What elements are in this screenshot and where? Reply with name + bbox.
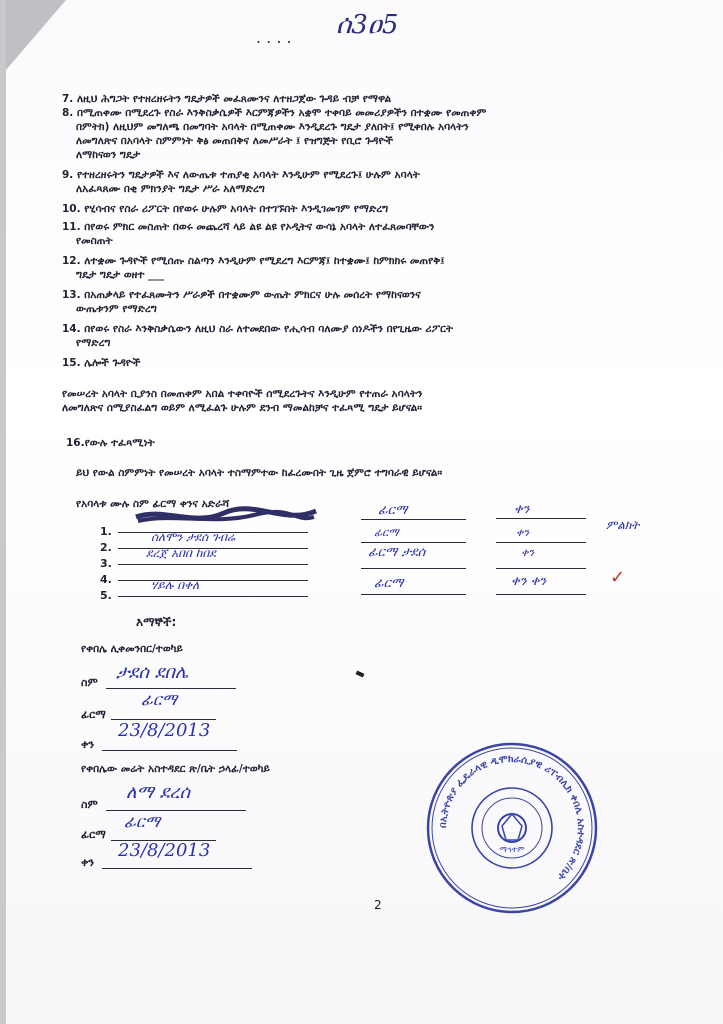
- date-line: [496, 518, 586, 519]
- approver1-date: 23/8/2013: [118, 720, 211, 741]
- item-line: 12. ለተቋሙ ጉዳዮች የሚሰጡ ስልጣን እንዲሁም የሚደረግ እርምጃ፤ ከተቋሙ፤ ከምክክሩ መጠየቅ፤: [62, 255, 445, 267]
- row-number: 2.: [100, 541, 112, 554]
- member-signature: ፊርማ: [374, 526, 399, 539]
- approver1-date-line: [102, 750, 237, 751]
- approver1-name-line: [106, 688, 236, 689]
- approver1-title: የቀበሌ ሊቀመንበር/ተወካይ: [81, 643, 183, 655]
- approver2-name-label: ስም: [81, 798, 98, 811]
- name-line: [118, 596, 308, 597]
- page-number: 2: [374, 898, 382, 912]
- row-numbers: [100, 524, 112, 604]
- extra-signature: ምልክት: [606, 518, 640, 532]
- signature-line: [361, 568, 466, 569]
- paragraph-line: የመሠረት አባላት ቢያንስ በመጠቀም አበል ተቀባዮች ሰሚደረጉትና እንዲሁም የተጠራ አባላትን: [62, 388, 423, 400]
- row-number: 5.: [100, 589, 112, 602]
- approver2-date-line: [102, 868, 252, 869]
- reference-number: ሰ3ዐ5: [336, 10, 399, 40]
- folded-corner: [6, 0, 66, 70]
- member-date: ቀን ቀን: [511, 574, 547, 589]
- signature-line: [361, 519, 466, 520]
- date-line: [496, 542, 586, 543]
- stray-mark: [356, 670, 365, 677]
- document-page: [6, 0, 723, 1024]
- item-line: 15. ሌሎች ጉዳዮች: [62, 357, 141, 369]
- item-line: ለመግለጽና በአባላት ስምምነት ቅፅ መጠበቅና ለመሥራት ፤ የዝግጅት የቢሮ ጉዳዮች: [76, 135, 393, 147]
- item-line: ግዴታ ግዴታ ወዘተ ___: [76, 269, 164, 281]
- header-dots: . . . .: [256, 28, 292, 47]
- row-number: 3.: [100, 557, 112, 570]
- member-signature: ፊርማ: [374, 576, 404, 591]
- approver1-name: ታደሰ ደበሌ: [116, 662, 189, 683]
- row-number: 1.: [100, 525, 112, 538]
- item-line: የመስጠት: [76, 235, 113, 247]
- date-line: [496, 568, 586, 569]
- item-line: 13. በአጠቃላይ የተፈጸሙትን ሥራዎች በተቋሙም ውጤት ምክርና ሁሉ መሰረት የማከናወንና: [62, 289, 421, 301]
- item-line: 9. የተዘረዘሩትን ግዴታዎች እና ለውጤቱ ተጠያቂ አባላት እንዲሁም የሚደረጉ፤ ሁሉም አባላት: [62, 169, 420, 181]
- member-date: ቀን: [521, 546, 535, 559]
- witnesses-label: እማኞች:: [136, 615, 177, 629]
- item-line: የማድረግ: [76, 337, 111, 349]
- item-line: 7. ለዚህ ሕግጋት የተዘረዘሩትን ግዴታዎች መፈጸሙንና ለተዘጋጀው ጉዳይ ብቻ የማዋል: [62, 93, 392, 105]
- member-name: ደረጀ አበበ ከበደ: [146, 546, 216, 560]
- approver1-sign-label: ፊርማ: [81, 708, 106, 721]
- svg-text:በኢትዮጵያ ፌዴራላዊ ዲሞክራሲያዊ ሪፐብሊክ ቀበሌ: [438, 754, 586, 882]
- name-line: [118, 580, 308, 581]
- stamp-outer-text: በኢትዮጵያ ፌዴራላዊ ዲሞክራሲያዊ ሪፐብሊክ ቀበሌ አስተዳደር ጽ/ቤት: [437, 753, 587, 883]
- row-number: 4.: [100, 573, 112, 586]
- approver2-date-label: ቀን: [81, 856, 95, 869]
- approver2-name-line: [106, 810, 246, 811]
- section16-title: 16.የውሉ ተፈጻሚነት: [66, 437, 155, 449]
- item-line: 8. በሚጠቀሙ በሚደረጉ የስራ እንቅስቃሴዎች እርምጃዎችን አቋሞ ተቀባይ መመሪያዎችን በተቋሙ የመጠቀም: [62, 107, 487, 119]
- stamp-center-text: ማኅተም: [499, 845, 525, 854]
- approver2-signature: ፊርማ: [124, 812, 161, 831]
- item-line: ውጤቱንም የማድረግ: [76, 303, 157, 315]
- item-line: ለማከናወን ግዴታ: [76, 149, 141, 161]
- approver2-name: ለማ ደረሰ: [126, 782, 191, 803]
- item-line: 14. በየወሩ የስራ እንቅስቃሴውን ለዚህ ስራ ለተመደበው የሒሳብ ባለሙያ ሰነዶችን በየጊዜው ሪፖርት: [62, 323, 454, 335]
- signature-line: [361, 542, 466, 543]
- approver1-signature: ፊርማ: [141, 690, 178, 709]
- members-heading: የአባላቱ ሙሉ ስም ፊርማ ቀንና አድራሻ: [76, 498, 230, 510]
- approver1-name-label: ስም: [81, 676, 98, 689]
- date-line: [496, 594, 586, 595]
- item-line: በምትክ) ለዚህም መግለጫ በመግባት አባላት በሚጠቀሙ እንዲደረጉ ግዴታ ያለበት፤ የሚቀበሉ አባላትን: [76, 121, 469, 133]
- items-block: [62, 92, 672, 370]
- name-line: [118, 564, 308, 565]
- date-header: ቀን: [514, 502, 530, 517]
- item-line: ለአፈጻጸሙ በቂ ምክንያት ግዴታ ሥራ አለማድረግ: [76, 183, 265, 195]
- approver2-title: የቀበሌው መሬት አስተዳደር ጽ/ቤት ኃላፊ/ተወካይ: [81, 763, 270, 775]
- approver2-sign-label: ፊርማ: [81, 828, 106, 841]
- signature-header: ፊርማ: [378, 503, 408, 518]
- section16-body: ይህ የውል ስምምነት የመሠረት አባላት ተስማምተው ከፈረሙበት ጊዜ ጀምሮ ተግባራዊ ይሆናል።: [76, 467, 443, 479]
- signature-line: [361, 594, 466, 595]
- approver2-date: 23/8/2013: [118, 840, 211, 861]
- item-line: 10. የሂሳብና የስራ ሪፖርት በየወሩ ሁሉም አባላት በተገኙበት እንዲገመገም የማድረግ: [62, 203, 389, 215]
- member-name: ሃይሉ በቀለ: [151, 578, 200, 592]
- member-signature: ፊርማ ታደሰ: [368, 545, 426, 560]
- item-line: 11. በየወሩ ምክር መስጠት በወሩ መጨረሻ ላይ ልዩ ልዩ የኦዲትና ውሳኔ አባላት ለተፈጸመባቸውን: [62, 221, 435, 233]
- approver1-date-label: ቀን: [81, 738, 95, 751]
- member-name: ሰለሞን ታደሰ ገብሬ: [151, 530, 236, 544]
- member-date: ቀን: [516, 526, 530, 539]
- red-check-mark: ✓: [610, 567, 626, 588]
- paragraph-line: ለመግለጽና ሰሚያስፈልግ ወይም ለሚፈልጉ ሁሉም ደንብ ማመልከቻና ተፈጻሚ ግዴታ ይሆናል።: [62, 402, 423, 414]
- closing-paragraph: [62, 387, 682, 415]
- official-stamp: [424, 740, 600, 916]
